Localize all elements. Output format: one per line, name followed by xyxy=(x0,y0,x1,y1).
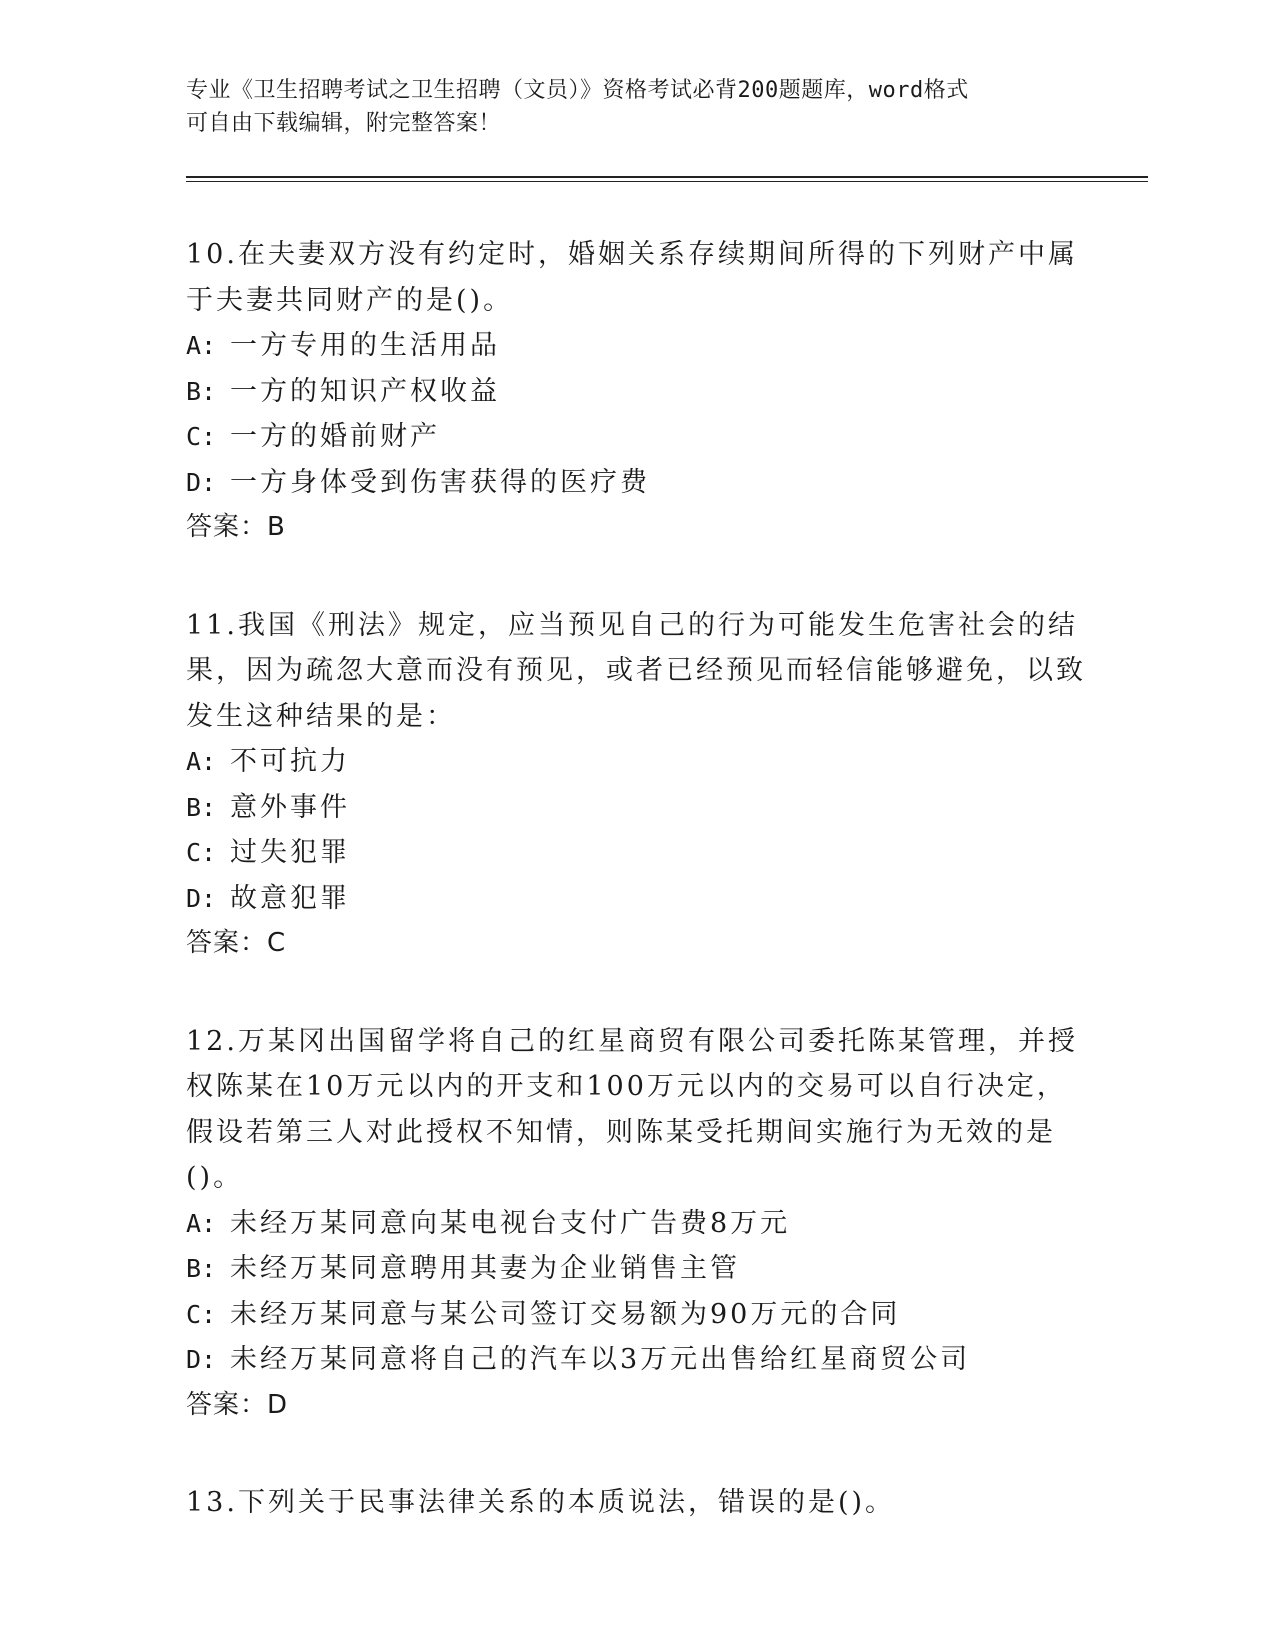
option-letter: C: xyxy=(186,1299,217,1329)
option-text: 一方专用的生活用品 xyxy=(230,330,500,361)
option-letter: C: xyxy=(186,422,217,451)
question-stem: 10.在夫妻双方没有约定时，婚姻关系存续期间所得的下列财产中属于夫妻共同财产的是()。 xyxy=(186,239,1078,316)
option-a xyxy=(186,739,1086,785)
question-stem: 13.下列关于民事法律关系的本质说法，错误的是()。 xyxy=(186,1487,896,1518)
document-header xyxy=(186,74,1066,140)
option-text: 未经万某同意聘用其妻为企业销售主管 xyxy=(230,1253,740,1284)
option-text: 一方身体受到伤害获得的医疗费 xyxy=(230,466,650,498)
option-letter: A: xyxy=(186,747,217,776)
option-text: 未经万某同意将自己的汽车以3万元出售给红星商贸公司 xyxy=(230,1344,971,1375)
option-text: 未经万某同意向某电视台支付广告费8万元 xyxy=(230,1207,791,1239)
option-letter: B: xyxy=(186,376,217,406)
option-d xyxy=(186,876,1086,922)
option-letter: A: xyxy=(186,1208,217,1238)
option-text: 意外事件 xyxy=(230,791,350,823)
option-b xyxy=(186,785,1086,831)
option-letter: A: xyxy=(186,331,217,360)
question-10 xyxy=(186,232,1086,551)
question-11 xyxy=(186,603,1086,967)
option-letter: D: xyxy=(186,1345,217,1374)
header-line-2: 可自由下载编辑，附完整答案！ xyxy=(186,111,502,136)
option-b xyxy=(186,1246,1086,1292)
question-13 xyxy=(186,1480,1086,1526)
option-letter: D: xyxy=(186,467,217,497)
question-12 xyxy=(186,1019,1086,1429)
header-divider-thick xyxy=(186,176,1148,178)
option-letter: C: xyxy=(186,838,217,867)
option-text: 一方的知识产权收益 xyxy=(230,375,500,407)
answer-label: 答案：D xyxy=(186,1389,289,1420)
option-text: 不可抗力 xyxy=(230,746,350,777)
question-stem: 12.万某冈出国留学将自己的红星商贸有限公司委托陈某管理，并授权陈某在10万元以内的开支和100万元以内的交易可以自行决定，假设若第三人对此授权不知情，则陈某受托期间实施行为无效的是()。 xyxy=(186,1025,1078,1193)
header-divider-thin xyxy=(186,181,1148,182)
option-c xyxy=(186,830,1086,876)
option-b xyxy=(186,369,1086,415)
option-letter: D: xyxy=(186,883,217,913)
option-c xyxy=(186,1292,1086,1338)
option-text: 过失犯罪 xyxy=(230,837,350,868)
option-d xyxy=(186,1337,1086,1383)
answer-label: 答案：C xyxy=(186,928,287,958)
option-letter: B: xyxy=(186,792,217,822)
option-c xyxy=(186,414,1086,460)
header-line-1: 专业《卫生招聘考试之卫生招聘（文员）》资格考试必背200题题库，word格式 xyxy=(186,78,969,103)
option-text: 一方的婚前财产 xyxy=(230,421,440,452)
question-stem: 11.我国《刑法》规定，应当预见自己的行为可能发生危害社会的结果，因为疏忽大意而没有预见，或者已经预见而轻信能够避免，以致发生这种结果的是： xyxy=(186,609,1086,732)
option-text: 未经万某同意与某公司签订交易额为90万元的合同 xyxy=(230,1298,901,1330)
answer-label: 答案：B xyxy=(186,512,286,542)
option-letter: B: xyxy=(186,1254,217,1283)
option-a xyxy=(186,1201,1086,1247)
option-a xyxy=(186,323,1086,369)
option-text: 故意犯罪 xyxy=(230,882,350,914)
option-d xyxy=(186,460,1086,506)
question-list xyxy=(186,232,1086,1578)
